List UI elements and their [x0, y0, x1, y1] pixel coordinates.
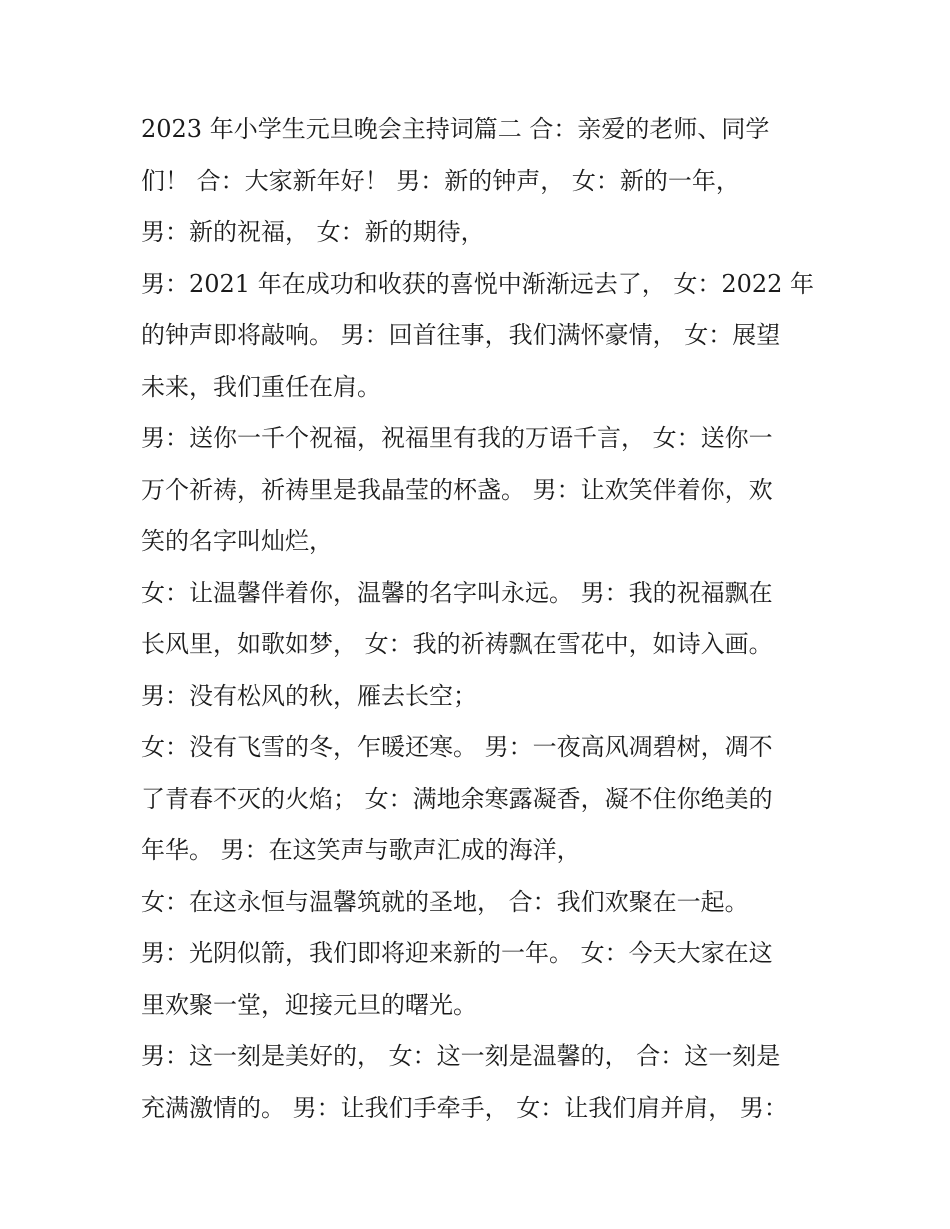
text-line: 万个祈祷，祈祷里是我晶莹的杯盏。 男：让欢笑伴着你，欢: [141, 475, 773, 504]
text-line: 女：让温馨伴着你，温馨的名字叫永远。 男：我的祝福飘在: [141, 578, 773, 607]
text-line: 男：光阴似箭，我们即将迎来新的一年。 女：今天大家在这: [141, 939, 773, 967]
text-line: 里欢聚一堂，迎接元旦的曙光。: [141, 990, 477, 1019]
text-line: 男：送你一千个祝福，祝福里有我的万语千言， 女：送你一: [141, 424, 773, 452]
text-line: 们！ 合：大家新年好！ 男：新的钟声， 女：新的一年，: [141, 166, 740, 195]
text-line: 女：在这永恒与温馨筑就的圣地， 合：我们欢聚在一起。: [141, 887, 749, 916]
text-line: 的钟声即将敲响。 男：回首往事，我们满怀豪情， 女：展望: [141, 321, 781, 349]
text-line: 男：2021 年在成功和收获的喜悦中渐渐远去了， 女：2022 年: [141, 269, 815, 298]
text-line: 年华。 男：在这笑声与歌声汇成的海洋，: [141, 836, 581, 864]
text-line: 充满激情的。 男：让我们手牵手， 女：让我们肩并肩， 男：: [141, 1093, 788, 1122]
text-line: 男：新的祝福， 女：新的期待，: [141, 218, 485, 246]
text-line: 2023 年小学生元旦晚会主持词篇二 合：亲爱的老师、同学: [141, 115, 770, 143]
text-line: 了青春不灭的火焰； 女：满地余寒露凝香，凝不住你绝美的: [141, 784, 773, 813]
text-line: 笑的名字叫灿烂，: [141, 527, 333, 555]
text-line: 长风里，如歌如梦， 女：我的祈祷飘在雪花中，如诗入画。: [141, 630, 773, 658]
text-line: 男：这一刻是美好的， 女：这一刻是温馨的， 合：这一刻是: [141, 1042, 781, 1070]
text-line: 男：没有松风的秋，雁去长空；: [141, 681, 477, 710]
text-line: 女：没有飞雪的冬，乍暖还寒。 男：一夜高风凋碧树，凋不: [141, 733, 773, 761]
text-line: 未来，我们重任在肩。: [141, 372, 381, 401]
document-body: [141, 104, 821, 1134]
